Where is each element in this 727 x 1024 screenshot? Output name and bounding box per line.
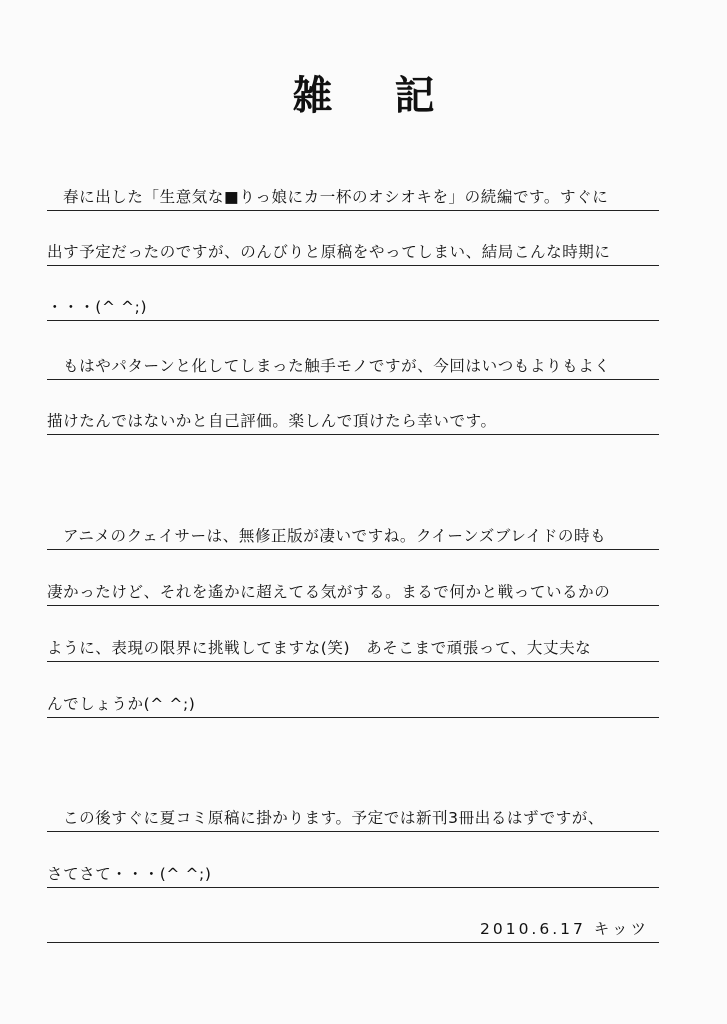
text-line: 春に出した「生意気な■りっ娘にカ一杯のオシオキを」の続編です。すぐに bbox=[47, 181, 659, 211]
signature-line: 2010.6.17 キッツ bbox=[47, 913, 659, 943]
text-line: んでしょうか(^ ^;) bbox=[47, 688, 659, 718]
text-line: この後すぐに夏コミ原稿に掛かります。予定では新刊3冊出るはずですが、 bbox=[47, 802, 659, 832]
text-line: 描けたんではないかと自己評価。楽しんで頂けたら幸いです。 bbox=[47, 405, 659, 435]
text-line: さてさて・・・(^ ^;) bbox=[47, 858, 659, 888]
text-line: 凄かったけど、それを遙かに超えてる気がする。まるで何かと戦っているかの bbox=[47, 576, 659, 606]
text-line: ・・・(^ ^;) bbox=[47, 291, 659, 321]
text-line: アニメのクェイサーは、無修正版が凄いですね。クイーンズブレイドの時も bbox=[47, 520, 659, 550]
text-line: ように、表現の限界に挑戦してますな(笑) あそこまで頑張って、大丈夫な bbox=[47, 632, 659, 662]
text-line: もはやパターンと化してしまった触手モノですが、今回はいつもよりもよく bbox=[47, 350, 659, 380]
page-title: 雑記 bbox=[292, 72, 497, 119]
text-line: 出す予定だったのですが、のんびりと原稿をやってしまい、結局こんな時期に bbox=[47, 236, 659, 266]
